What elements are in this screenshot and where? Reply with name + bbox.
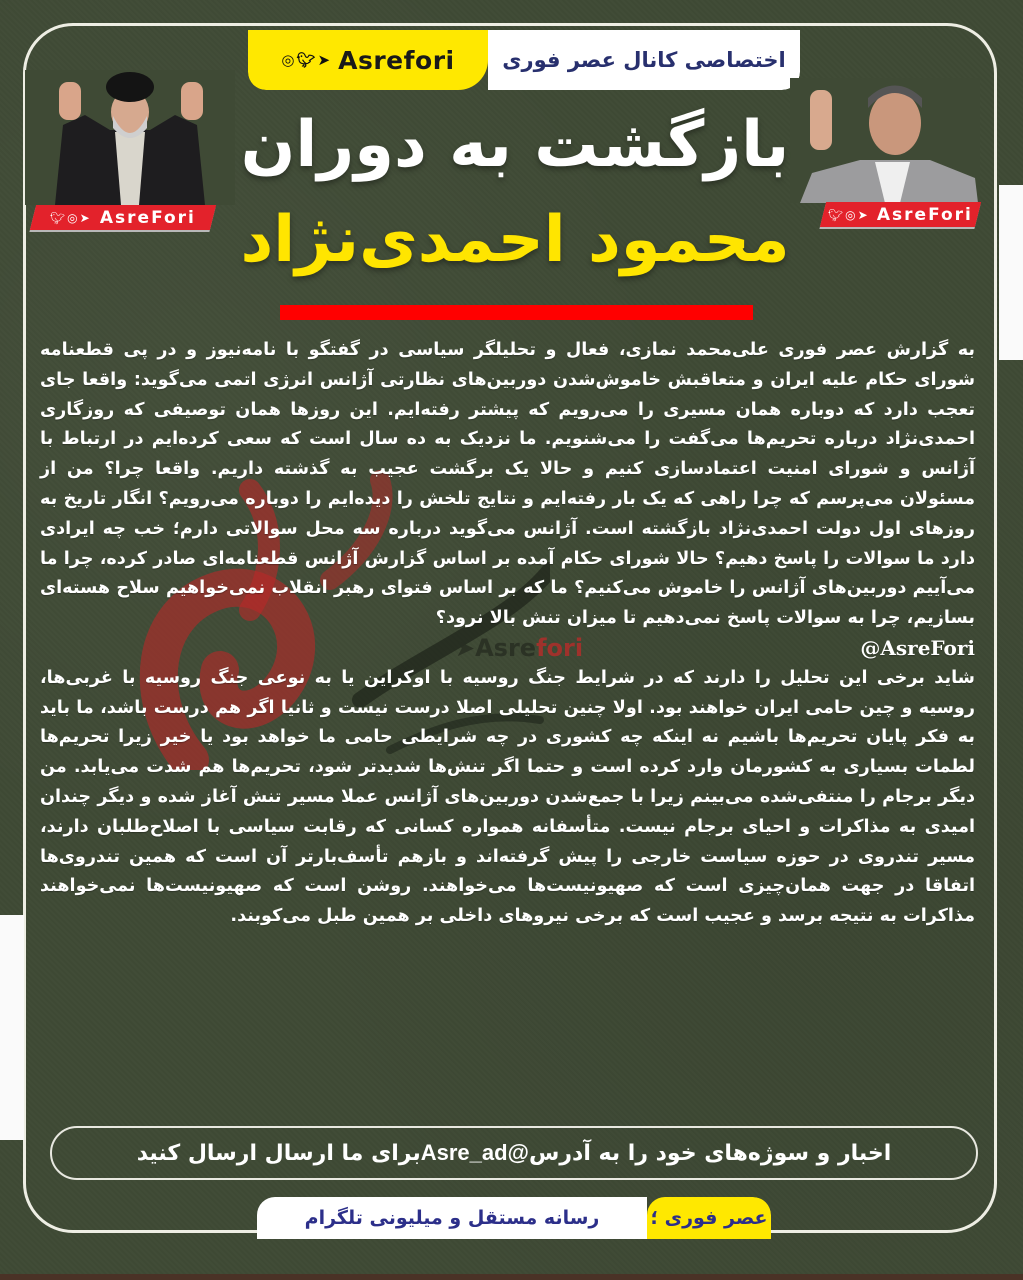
channel-name: Asrefori [338, 45, 455, 75]
telegram-icon: ➤ [857, 207, 870, 222]
ad-handle-link[interactable]: Asre_ad@ [420, 1140, 529, 1165]
footer-tagline: رسانه مستقل و میلیونی تلگرام [257, 1197, 647, 1239]
instagram-icon: ◎ [844, 207, 858, 222]
telegram-icon: ➤ [79, 210, 92, 225]
top-banner [248, 30, 800, 90]
handle-row [40, 634, 975, 664]
cta-text-after: برای ما ارسال ارسال کنید [136, 1140, 421, 1166]
watermark-prefix: Asre [475, 633, 537, 662]
headline-line-1: بازگشت به دوران [240, 108, 790, 182]
portrait-right-illustration [790, 78, 980, 203]
bottom-strip [0, 1274, 1023, 1280]
instagram-icon: ◎ [281, 51, 295, 69]
cta-text-before: اخبار و سوژه‌های خود را به آدرس [529, 1140, 892, 1166]
watermark-text [455, 634, 583, 664]
social-icons [828, 208, 870, 222]
channel-handle[interactable]: @AsreFori [860, 635, 975, 660]
footer-badge [257, 1197, 771, 1239]
edge-stripe [0, 915, 24, 1140]
portrait-left-tag[interactable] [30, 205, 216, 230]
twitter-icon: 🐦︎ [50, 210, 68, 225]
twitter-icon: 🐦︎ [827, 207, 845, 222]
portrait-left [25, 70, 235, 205]
article-paragraph-1: به گزارش عصر فوری علی‌محمد نمازی، فعال و تحلیلگر سیاسی در گفتگو با نامه‌نیوز و در پی قطعنامه شورای حکام علیه ایران و متعاقبش خاموش‌شدن دوربین‌های نظارتی آژانس انرژی اتمی می‌گوید: واقعا جای تعجب دارد که دوباره همان مسیری را می‌رویم که پیشتر رفته‌ایم. این روزها همان توصیفی که روزگاری احمدی‌نژاد درباره تحریم‌ها می‌گفت را می‌شنویم. ما نزدیک به ده سال است که سعی کرده‌ایم در ارتباط با آژانس و شورای امنیت اعتمادسازی کنیم و حالا یک برگشت عجیب به گذشته داریم. واقعا چرا؟ من از مسئولان می‌پرسم که چرا راهی که یک بار رفته‌ایم و نتایج تلخش را دیده‌ایم را دوباره می‌رویم؟ انگار تاریخ به روزهای اول دولت احمدی‌نژاد بازگشته است. آژانس می‌گوید درباره سه محل سوالاتی دارم؛ خب چه ایرادی دارد ما سوالات را پاسخ دهیم؟ حالا شورای حکام آمده بر اساس گزارش آژانس قطعنامه‌ای صادر کرده، چرا ما می‌آییم دوربین‌های آژانس را خاموش می‌کنیم؟ ما که بر اساس فتوای رهبر انقلاب نمی‌خواهیم سلاح هسته‌ای بسازیم، چرا به سوالات پاسخ نمی‌دهیم تا میزان تنش بالا نرود؟ [40, 340, 975, 629]
exclusive-label-box [488, 30, 800, 90]
channel-badge[interactable] [248, 30, 488, 90]
social-icons [50, 211, 92, 225]
telegram-icon: ➤ [455, 633, 476, 662]
instagram-icon: ◎ [67, 210, 80, 225]
headline-line-2: محمود احمدی‌نژاد [240, 203, 790, 277]
portrait-left-illustration [25, 70, 235, 205]
twitter-icon: 🐦︎ [296, 51, 316, 69]
portrait-right-tag-text: AsreFori [877, 204, 974, 225]
exclusive-label: اختصاصی کانال عصر فوری [502, 48, 786, 72]
footer-brand: عصر فوری ؛ [647, 1197, 771, 1239]
article-body [40, 336, 975, 932]
watermark-suffix: fori [536, 633, 584, 662]
headline-underline [280, 305, 753, 320]
submit-news-cta [50, 1126, 978, 1180]
portrait-right [790, 78, 980, 203]
portrait-left-tag-text: AsreFori [99, 207, 196, 228]
telegram-icon: ➤ [317, 51, 331, 69]
social-icons [281, 51, 330, 69]
article-paragraph-2: شاید برخی این تحلیل را دارند که در شرایط جنگ روسیه با اوکراین یا به نوعی جنگ روسیه با غربی‌ها، روسیه و چین حامی ایران خواهند بود. اولا چنین تحلیلی اصلا درست نیست و ثانیا اگر هم درست باشد، ما باید به فکر پایان تحریم‌ها باشیم نه اینکه چه کشوری در چه شرایطی حامی ما خواهد بود یا خیر زیرا تحریم‌ها لطمات بسیاری به کشورمان وارد کرده است و حتما اگر تنش‌ها شدیدتر شود، تحریم‌ها هم شدت می‌یابد. من دیگر برجام را منتفی‌شده می‌بینم زیرا با جمع‌شدن دوربین‌های آژانس عملا مسیر تنش آغاز شده و دیگر چندان امیدی به مذاکرات و احیای برجام نیست. متأسفانه همواره کسانی که رقابت سیاسی با اصلاح‌طلبان دارند، مسیر تندروی در حوزه سیاست خارجی را پیش گرفته‌اند و بازهم تأسف‌بارتر آن است که همین تندروی‌ها اتفاقا در جهت همان‌چیزی است که صهیونیست‌ها می‌خواهند. روشن است که صهیونیست‌ها نمی‌خواهند مذاکرات به نتیجه برسد و عجیب است که برخی نیروهای داخلی بر همین طبل می‌کوبند. [40, 667, 975, 927]
edge-stripe [999, 185, 1023, 360]
portrait-right-tag[interactable] [820, 202, 981, 227]
